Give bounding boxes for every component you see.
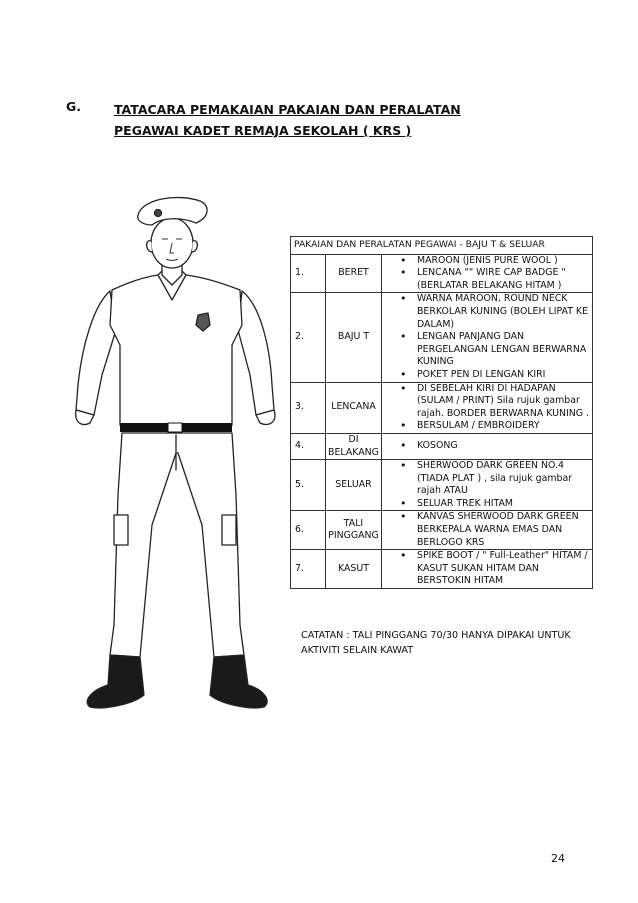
row-bullet: • POKET PEN DI LENGAN KIRI [400, 369, 592, 382]
row-bullet: • SPIKE BOOT / " Full-Leather" HITAM / KASUT SUKAN HITAM DAN BERSTOKIN HITAM [400, 550, 592, 588]
row-bullet: • BERSULAM / EMBROIDERY [400, 420, 592, 433]
row-bullet: • LENCANA "" WIRE CAP BADGE " (BERLATAR BELAKANG HITAM ) [400, 267, 592, 292]
table-row [291, 433, 593, 459]
cadet-uniform-illustration [72, 195, 287, 720]
row-bullet: • DI SEBELAH KIRI DI HADAPAN (SULAM / PRINT) Sila rujuk gambar rajah. BORDER BERWARNA KUNING . [400, 383, 592, 421]
row-item: LENCANA [326, 382, 382, 433]
row-bullet: • KANVAS SHERWOOD DARK GREEN BERKEPALA WARNA EMAS DAN BERLOGO KRS [400, 511, 592, 549]
row-bullet: • SELUAR TREK HITAM [400, 498, 592, 511]
row-item: BERET [326, 254, 382, 293]
table-header-row [291, 237, 593, 255]
row-number: 7. [291, 550, 326, 589]
row-item: SELUAR [326, 460, 382, 511]
table-row [291, 254, 593, 293]
row-bullet: • LENGAN PANJANG DAN PERGELANGAN LENGAN BERWARNA KUNING [400, 331, 592, 369]
page-number: 24 [551, 852, 565, 865]
row-bullet: • KOSONG [400, 440, 592, 453]
row-bullet: • MAROON (JENIS PURE WOOL ) [400, 255, 592, 268]
row-number: 3. [291, 382, 326, 433]
row-bullet: • SHERWOOD DARK GREEN NO.4 (TIADA PLAT ) , sila rujuk gambar rajah ATAU [400, 460, 592, 498]
table-row [291, 511, 593, 550]
row-number: 2. [291, 293, 326, 382]
row-number: 4. [291, 433, 326, 459]
row-number: 1. [291, 254, 326, 293]
table-row [291, 460, 593, 511]
section-letter: G. [66, 99, 82, 114]
row-number: 6. [291, 511, 326, 550]
note-text: CATATAN : TALI PINGGANG 70/30 HANYA DIPAKAI UNTUK AKTIVITI SELAIN KAWAT [301, 630, 571, 656]
row-item: TALI PINGGANG [326, 511, 382, 550]
row-item: BAJU T [326, 293, 382, 382]
row-bullet: • WARNA MAROON, ROUND NECK BERKOLAR KUNING (BOLEH LIPAT KE DALAM) [400, 293, 592, 331]
table-row [291, 382, 593, 433]
row-number: 5. [291, 460, 326, 511]
section-title-line-1: TATACARA PEMAKAIAN PAKAIAN DAN PERALATAN [114, 102, 461, 117]
uniform-spec-table [290, 236, 593, 589]
row-item: DI BELAKANG [326, 433, 382, 459]
section-title-line-2: PEGAWAI KADET REMAJA SEKOLAH ( KRS ) [114, 123, 412, 138]
table-row [291, 293, 593, 382]
table-header: PAKAIAN DAN PERALATAN PEGAWAI - BAJU T & SELUAR [291, 237, 593, 255]
row-item: KASUT [326, 550, 382, 589]
table-row [291, 550, 593, 589]
